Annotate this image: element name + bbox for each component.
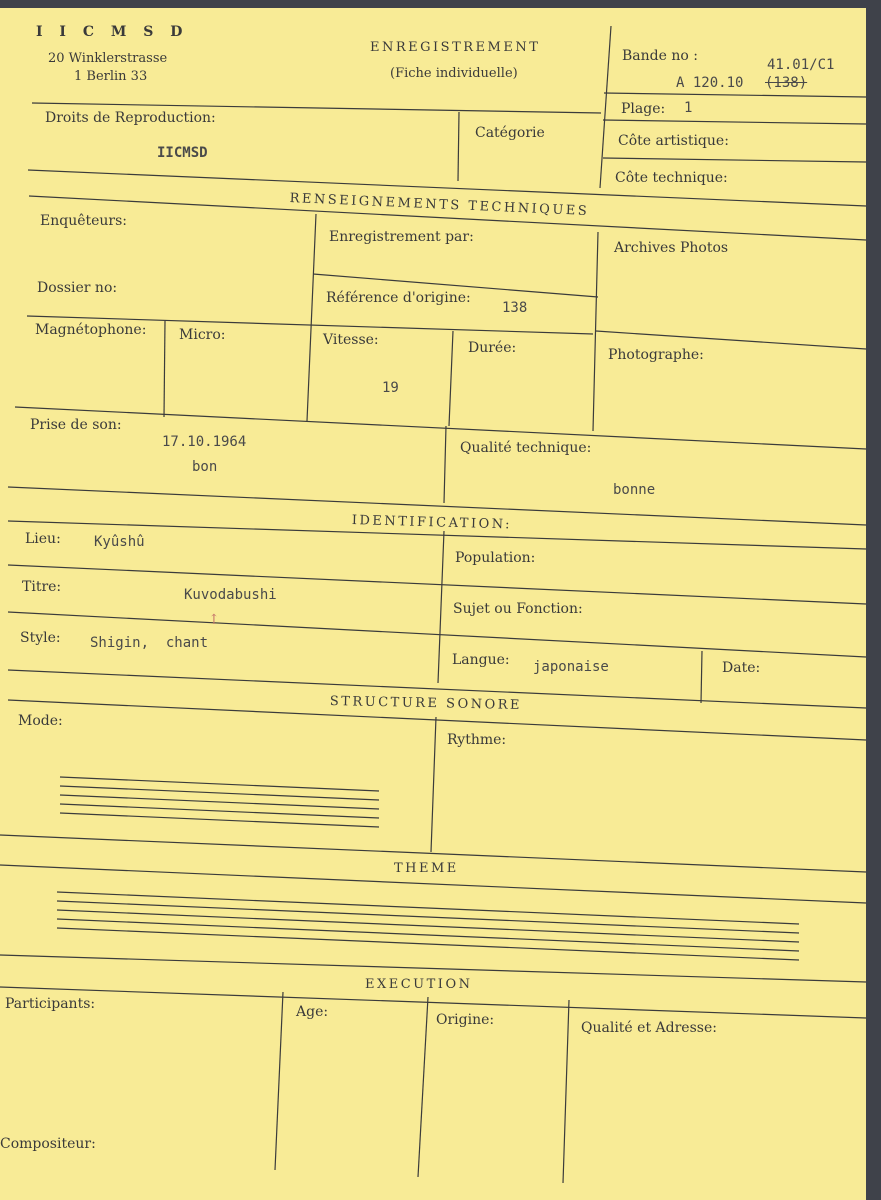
vline-qualite bbox=[444, 426, 446, 503]
staff-mode-5 bbox=[60, 813, 379, 827]
bande-value-2: A 120.10 bbox=[676, 75, 744, 91]
vline-header bbox=[600, 26, 611, 188]
reference-label: Référence d'origine: bbox=[326, 290, 471, 306]
vline-categorie bbox=[458, 112, 459, 181]
staff-theme-1 bbox=[57, 892, 799, 924]
vline-age bbox=[275, 992, 283, 1170]
titre-label: Titre: bbox=[22, 579, 62, 595]
plage-value: 1 bbox=[684, 100, 693, 116]
vline-enreg bbox=[307, 214, 316, 421]
participants-label: Participants: bbox=[5, 996, 96, 1012]
sujet-fonction-label: Sujet ou Fonction: bbox=[453, 601, 583, 617]
prise-de-son-label: Prise de son: bbox=[30, 417, 122, 433]
dossier-label: Dossier no: bbox=[37, 280, 118, 296]
lieu-label: Lieu: bbox=[25, 531, 61, 547]
staff-mode-1 bbox=[60, 777, 379, 791]
structure-heading: STRUCTURE SONORE bbox=[329, 694, 523, 714]
staff-mode-2 bbox=[60, 786, 379, 800]
archives-photos-label: Archives Photos bbox=[614, 240, 729, 256]
style-label: Style: bbox=[20, 630, 61, 646]
identification-heading: IDENTIFICATION: bbox=[351, 513, 513, 533]
vitesse-value: 19 bbox=[382, 380, 399, 396]
org-logo: I I C M S D bbox=[36, 24, 189, 40]
qualite-technique-value: bonne bbox=[613, 482, 656, 498]
prise-value: bon bbox=[192, 459, 218, 475]
reference-value: 138 bbox=[502, 300, 528, 316]
droits-value: IICMSD bbox=[157, 145, 208, 161]
compositeur-label: Compositeur: bbox=[0, 1136, 96, 1152]
bande-label: Bande no : bbox=[622, 48, 698, 64]
hline-prise bbox=[15, 407, 866, 449]
staff-mode-3 bbox=[60, 795, 379, 809]
address-line2: 1 Berlin 33 bbox=[74, 69, 148, 84]
staff-mode-4 bbox=[60, 804, 379, 818]
micro-label: Micro: bbox=[179, 327, 226, 343]
vline-duree bbox=[449, 331, 453, 426]
hline-plage bbox=[603, 120, 866, 124]
vline-origine bbox=[418, 997, 428, 1177]
vline-qualite-adr bbox=[563, 1000, 569, 1183]
duree-label: Durée: bbox=[468, 340, 517, 356]
plage-label: Plage: bbox=[621, 101, 666, 117]
enqueteurs-label: Enquêteurs: bbox=[40, 213, 128, 229]
langue-label: Langue: bbox=[452, 652, 510, 668]
hline-cote bbox=[603, 158, 866, 162]
cote-artistique-label: Côte artistique: bbox=[618, 133, 729, 149]
lieu-value: Kyûshû bbox=[94, 534, 145, 550]
prise-date: 17.10.1964 bbox=[162, 434, 247, 450]
vline-date bbox=[701, 651, 702, 703]
bande-value-1: 41.01/C1 bbox=[767, 57, 835, 73]
hline-bande bbox=[604, 93, 866, 97]
vline-ident bbox=[438, 531, 444, 683]
categorie-label: Catégorie bbox=[475, 125, 545, 141]
theme-heading: THEME bbox=[394, 861, 459, 876]
cote-technique-label: Côte technique: bbox=[615, 170, 728, 186]
age-label: Age: bbox=[296, 1004, 329, 1020]
vitesse-label: Vitesse: bbox=[323, 332, 379, 348]
langue-value: japonaise bbox=[533, 659, 609, 675]
staff-theme-3 bbox=[57, 910, 799, 942]
rythme-label: Rythme: bbox=[447, 732, 507, 748]
address-line1: 20 Winklerstrasse bbox=[48, 51, 168, 66]
vline-rythme bbox=[431, 717, 436, 852]
vline-micro bbox=[164, 321, 165, 417]
hline-lieu bbox=[8, 565, 866, 604]
technique-heading: RENSEIGNEMENTS TECHNIQUES bbox=[289, 191, 590, 220]
qualite-technique-label: Qualité technique: bbox=[460, 440, 592, 456]
population-label: Population: bbox=[455, 550, 536, 566]
form-subtitle: (Fiche individuelle) bbox=[390, 66, 518, 81]
mode-label: Mode: bbox=[18, 713, 63, 729]
droits-label: Droits de Reproduction: bbox=[45, 110, 216, 126]
execution-heading: EXECUTION bbox=[365, 977, 473, 992]
staff-theme-2 bbox=[57, 901, 799, 933]
handwritten-caret-mark: ↑ bbox=[208, 612, 220, 628]
staff-theme-4 bbox=[57, 919, 799, 951]
qualite-adresse-label: Qualité et Adresse: bbox=[581, 1020, 717, 1036]
staff-theme-5 bbox=[57, 928, 799, 960]
enregistrement-par-label: Enregistrement par: bbox=[329, 229, 474, 245]
bande-value-struck: (138) bbox=[765, 75, 808, 91]
magnetophone-label: Magnétophone: bbox=[35, 322, 147, 338]
date-label: Date: bbox=[722, 660, 761, 676]
photographe-label: Photographe: bbox=[608, 347, 704, 363]
titre-value: Kuvodabushi bbox=[184, 587, 277, 603]
origine-label: Origine: bbox=[436, 1012, 495, 1028]
style-value: Shigin, chant bbox=[90, 635, 209, 651]
form-title: ENREGISTREMENT bbox=[370, 40, 541, 55]
